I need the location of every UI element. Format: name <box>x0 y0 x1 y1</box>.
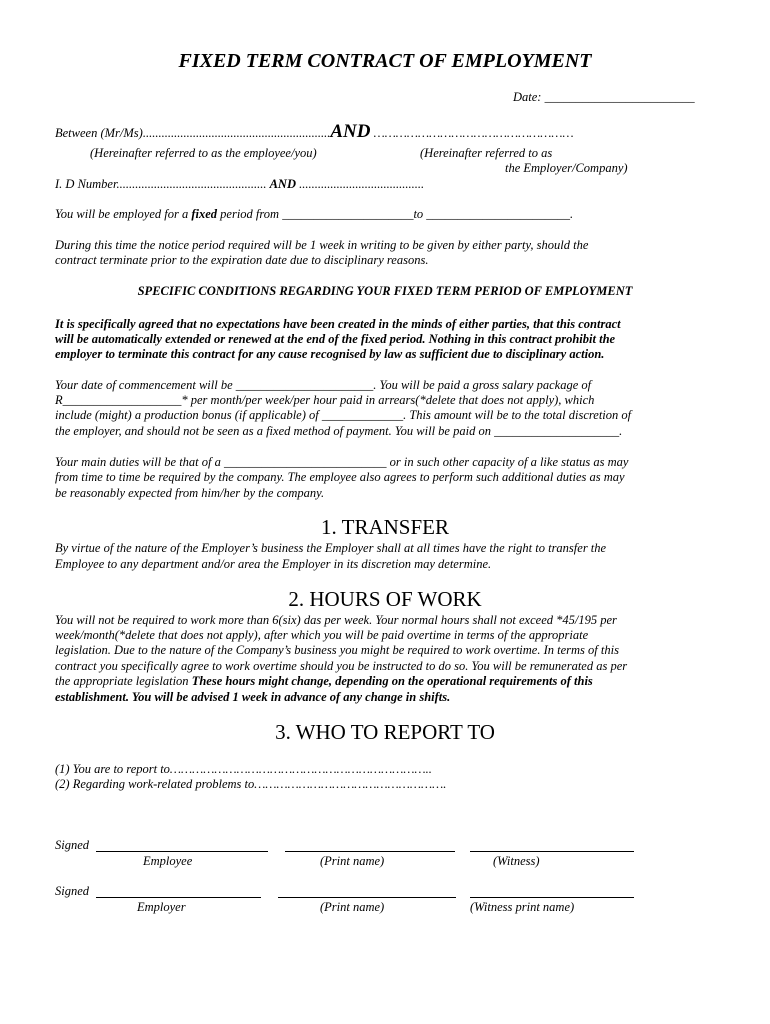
salary-line: Your date of commencement will be ______________________. You will be paid a gross salary package of <box>55 378 592 392</box>
duties-line: Your main duties will be that of a __________________________ or in such other capacity of a like status as may <box>55 455 629 469</box>
print-name-caption: (Print name) <box>320 854 385 868</box>
duties-line: from time to time be required by the company. The employee also agrees to perform such additional duties as may <box>55 470 625 484</box>
document-title: FIXED TERM CONTRACT OF EMPLOYMENT <box>178 50 592 72</box>
between-prefix: Between (Mr/Ms)............................................................ <box>55 126 331 140</box>
date-line: Date: ________________________ <box>513 90 695 104</box>
employer-reference-2: the Employer/Company) <box>505 161 628 175</box>
salary-line: include (might) a production bonus (if applicable) of _____________. This amount will be to the total discretion of <box>55 408 632 422</box>
between-suffix: ……………………………………………… <box>373 126 574 140</box>
id-and: AND <box>269 177 296 191</box>
notice-line: During this time the notice period required will be 1 week in writing to be given by either party, should the <box>55 238 589 252</box>
period-after: period from _____________________to _______________________. <box>217 207 574 221</box>
salary-line: the employer, and should not be seen as a fixed method of payment. You will be paid on ____________________. <box>55 424 623 438</box>
duties-line: be reasonably expected from him/her by the company. <box>55 486 325 500</box>
report-line-2: (2) Regarding work-related problems to……………………………………………. <box>55 777 447 791</box>
id-prefix: I. D Number................................................ <box>55 177 267 191</box>
and-word: AND <box>330 121 371 142</box>
witness-signature-line <box>470 851 634 852</box>
employer-reference-1: (Hereinafter referred to as <box>420 146 553 160</box>
employee-print-name-line <box>285 851 455 852</box>
report-line-1: (1) You are to report to…………………………………………………………….. <box>55 762 432 776</box>
agreement-line: will be automatically extended or renewed at the end of the fixed period. Nothing in this contract prohibit the <box>55 332 616 346</box>
employer-caption: Employer <box>137 900 186 914</box>
transfer-line: By virtue of the nature of the Employer’s business the Employer shall at all times have the right to transfer the <box>55 541 607 555</box>
hours-line: contract you specifically agree to work overtime should you be instructed to do so. You will be remunerated as per <box>55 659 628 673</box>
witness-caption: (Witness) <box>493 854 540 868</box>
hours-line: establishment. You will be advised 1 week in advance of any change in shifts. <box>55 690 451 704</box>
agreement-line: It is specifically agreed that no expectations have been created in the minds of either parties, that this contract <box>55 317 621 331</box>
employer-print-name-line <box>278 897 456 898</box>
report-heading: 3. WHO TO REPORT TO <box>275 720 495 744</box>
between-line <box>55 121 574 142</box>
id-number-line <box>55 177 424 192</box>
witness-print-name-caption: (Witness print name) <box>470 900 575 914</box>
id-suffix: ........................................ <box>299 177 425 191</box>
transfer-heading: 1. TRANSFER <box>321 515 449 539</box>
hours-line: You will not be required to work more than 6(six) das per week. Your normal hours shall not exceed *45/195 per <box>55 613 617 627</box>
conditions-heading: SPECIFIC CONDITIONS REGARDING YOUR FIXED TERM PERIOD OF EMPLOYMENT <box>137 284 633 298</box>
print-name-caption: (Print name) <box>320 900 385 914</box>
period-fixed: fixed <box>191 207 218 221</box>
hours-line5-bold: These hours might change, depending on the operational requirements of this <box>191 674 593 688</box>
hours-heading: 2. HOURS OF WORK <box>288 587 482 611</box>
notice-line: contract terminate prior to the expiration date due to disciplinary reasons. <box>55 253 429 267</box>
hours-line5-normal: the appropriate legislation <box>55 674 192 688</box>
employer-signature-line <box>96 897 261 898</box>
agreement-line: employer to terminate this contract for any cause recognised by law as sufficient due to disciplinary action. <box>55 347 605 361</box>
hours-line: week/month(*delete that does not apply), after which you will be paid overtime in terms of the appropriate <box>55 628 589 642</box>
witness-print-name-line <box>470 897 634 898</box>
hours-line <box>55 674 593 689</box>
transfer-line: Employee to any department and/or area the Employer in its discretion may determine. <box>55 557 492 571</box>
salary-line: R___________________* per month/per week/per hour paid in arrears(*delete that does not apply), which <box>55 393 595 407</box>
hours-line: legislation. Due to the nature of the Company’s business you might be required to work overtime. In terms of this <box>55 643 619 657</box>
signed-label: Signed <box>55 838 90 852</box>
employee-caption: Employee <box>143 854 193 868</box>
employee-signature-line <box>96 851 268 852</box>
signed-label: Signed <box>55 884 90 898</box>
employee-reference: (Hereinafter referred to as the employee/you) <box>90 146 317 160</box>
period-before: You will be employed for a <box>55 207 192 221</box>
employment-period-line <box>55 207 573 222</box>
